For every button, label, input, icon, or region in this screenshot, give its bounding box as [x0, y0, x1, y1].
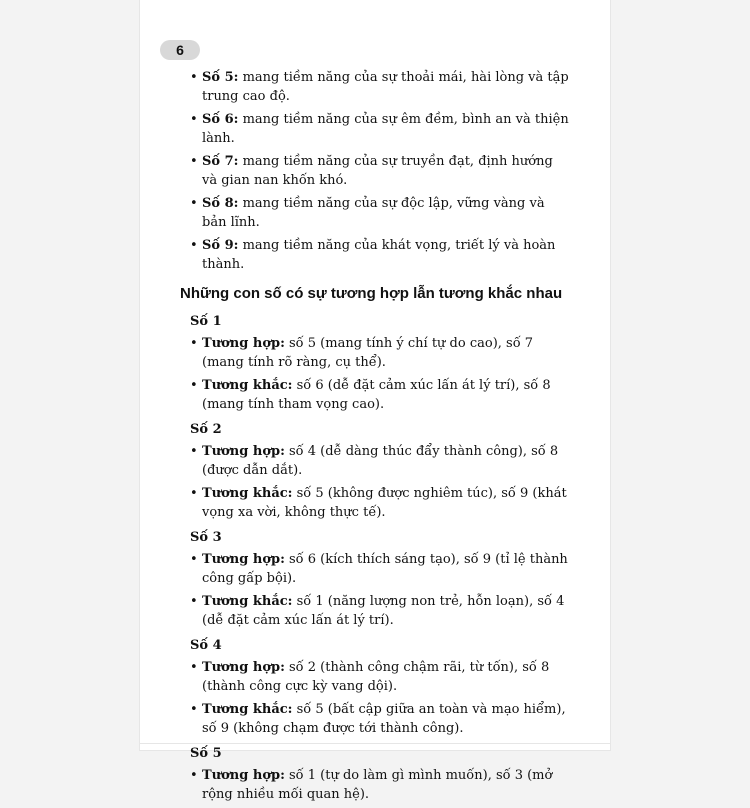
intro-bullet-6 — [190, 110, 570, 148]
compat-term: Tương hợp: — [202, 336, 285, 351]
group-5-list — [190, 766, 570, 804]
bullet-term: Số 5: — [202, 70, 239, 85]
compat-text: số 1 (tự do làm gì mình muốn), số 3 (mở rộng nhiều mối quan hệ). — [202, 768, 553, 802]
bullet-term: Số 8: — [202, 196, 239, 211]
compat-term: Tương hợp: — [202, 552, 285, 567]
bullet-term: Số 9: — [202, 238, 239, 253]
group-3-list — [190, 550, 570, 630]
bullet-text: mang tiềm năng của sự thoải mái, hài lòng và tập trung cao độ. — [202, 70, 569, 104]
compat-item — [190, 658, 570, 696]
compat-text: số 2 (thành công chậm rãi, từ tốn), số 8 (thành công cực kỳ vang dội). — [202, 660, 550, 694]
bullet-text: mang tiềm năng của khát vọng, triết lý và hoàn thành. — [202, 238, 556, 272]
compat-item — [190, 550, 570, 588]
conflict-item — [190, 484, 570, 522]
compat-text: số 6 (kích thích sáng tạo), số 9 (tỉ lệ thành công gấp bội). — [202, 552, 568, 586]
conflict-item — [190, 376, 570, 414]
compat-term: Tương hợp: — [202, 444, 285, 459]
intro-bullet-5 — [190, 68, 570, 106]
intro-bullet-7 — [190, 152, 570, 190]
page-content — [180, 68, 570, 808]
compat-item — [190, 442, 570, 480]
bullet-text: mang tiềm năng của sự độc lập, vững vàng và bản lĩnh. — [202, 196, 545, 230]
compat-term: Tương hợp: — [202, 768, 285, 783]
page-number: 6 — [160, 40, 200, 60]
group-2-list — [190, 442, 570, 522]
group-1-list — [190, 334, 570, 414]
compat-text: số 5 (mang tính ý chí tự do cao), số 7 (mang tính rõ ràng, cụ thể). — [202, 336, 534, 370]
group-title-1: Số 1 — [190, 314, 222, 329]
compat-term: Tương hợp: — [202, 660, 285, 675]
conflict-term: Tương khắc: — [202, 594, 293, 609]
conflict-term: Tương khắc: — [202, 378, 293, 393]
conflict-term: Tương khắc: — [202, 486, 293, 501]
group-title-2: Số 2 — [190, 422, 222, 437]
compat-item — [190, 334, 570, 372]
compat-item — [190, 766, 570, 804]
conflict-item — [190, 592, 570, 630]
conflict-text: số 5 (không được nghiêm túc), số 9 (khát vọng xa vời, không thực tế). — [202, 486, 567, 520]
page-bottom-edge — [140, 743, 610, 744]
group-title-4: Số 4 — [190, 638, 222, 653]
bullet-term: Số 6: — [202, 112, 239, 127]
group-4-list — [190, 658, 570, 738]
intro-bullet-9 — [190, 236, 570, 274]
group-title-5: Số 5 — [190, 746, 222, 761]
bullet-text: mang tiềm năng của sự truyền đạt, định hướng và gian nan khốn khó. — [202, 154, 553, 188]
intro-bullet-8 — [190, 194, 570, 232]
group-title-3: Số 3 — [190, 530, 222, 545]
intro-bullet-list — [190, 68, 570, 274]
conflict-term: Tương khắc: — [202, 702, 293, 717]
bullet-term: Số 7: — [202, 154, 239, 169]
conflict-text: số 1 (năng lượng non trẻ, hỗn loạn), số 4 (dễ đặt cảm xúc lấn át lý trí). — [202, 594, 565, 628]
section-heading: Những con số có sự tương hợp lẫn tương khắc nhau — [180, 285, 563, 302]
compat-text: số 4 (dễ dàng thúc đẩy thành công), số 8 (được dẫn dắt). — [202, 444, 559, 478]
bullet-text: mang tiềm năng của sự êm đềm, bình an và thiện lành. — [202, 112, 569, 146]
conflict-item — [190, 700, 570, 738]
conflict-text: số 6 (dễ đặt cảm xúc lấn át lý trí), số 8 (mang tính tham vọng cao). — [202, 378, 551, 412]
conflict-text: số 5 (bất cập giữa an toàn và mạo hiểm), số 9 (không chạm được tới thành công). — [202, 702, 566, 736]
